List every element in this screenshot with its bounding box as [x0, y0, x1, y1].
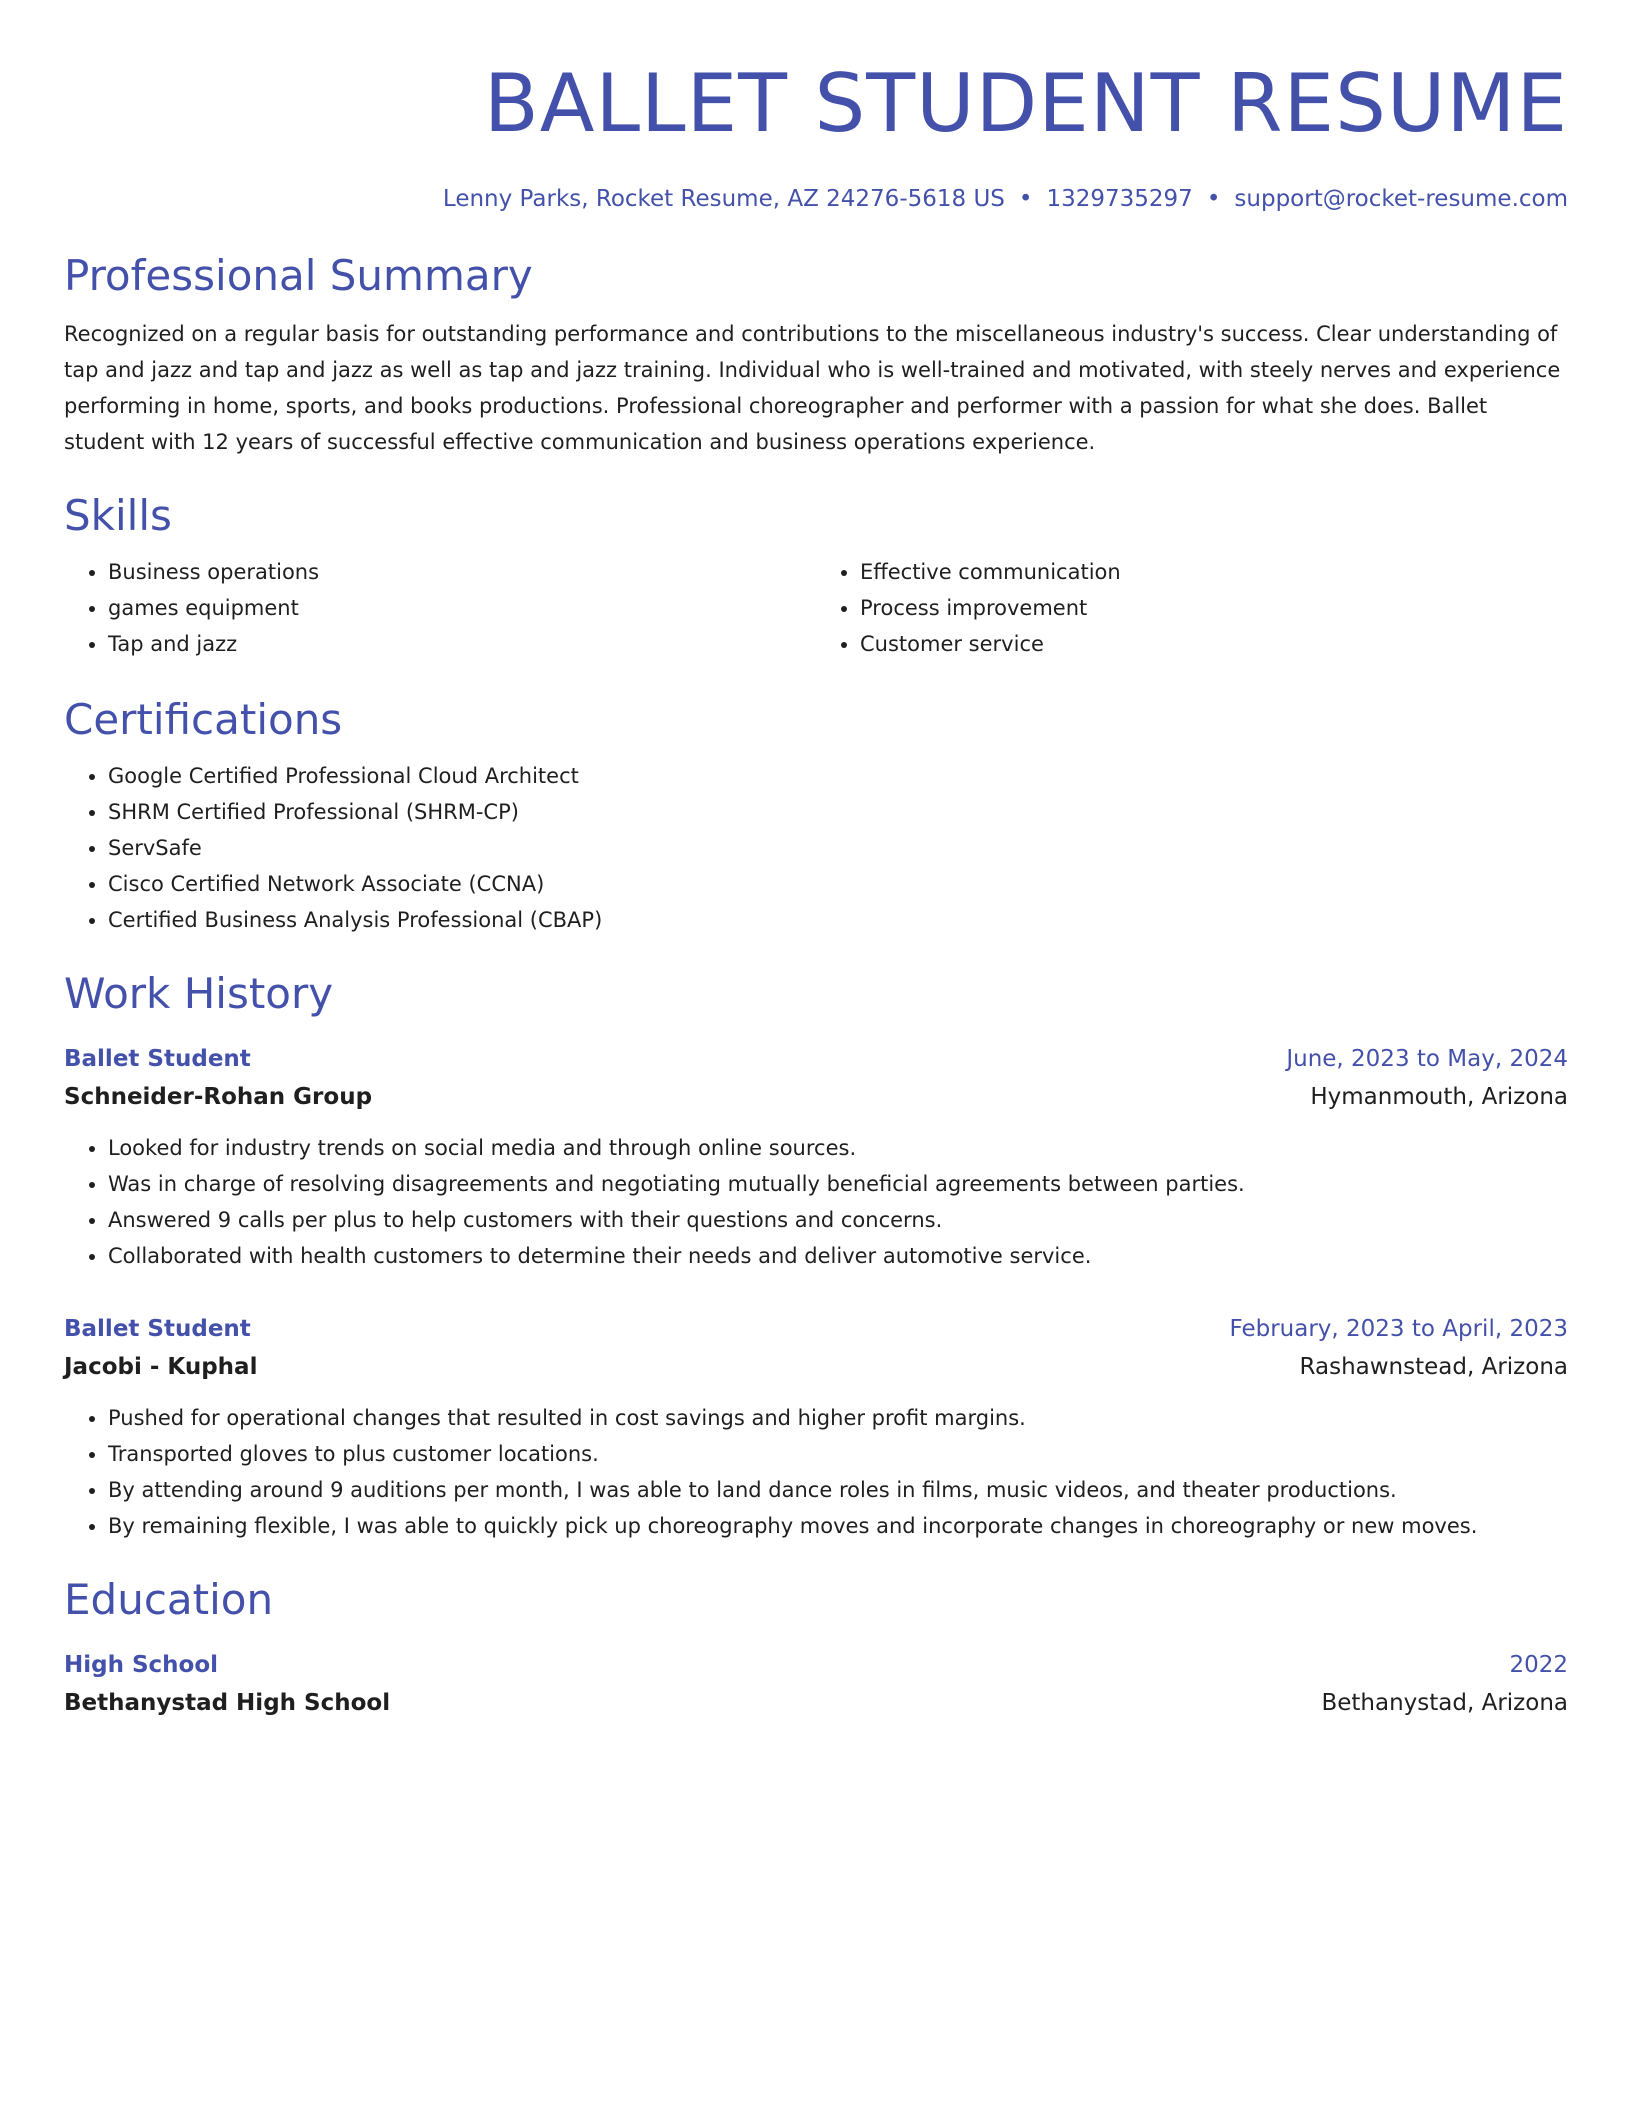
- resume-header: [64, 56, 1568, 214]
- job-bullet: • Pushed for operational changes that resulted in cost savings and higher profit margins.: [108, 1400, 1568, 1436]
- education-entry-subheader: [64, 1684, 1568, 1722]
- work-entry-header: [64, 1310, 1568, 1348]
- job-bullet: • Answered 9 calls per plus to help customers with their questions and concerns.: [108, 1202, 1568, 1238]
- skills-heading: Skills: [64, 491, 172, 540]
- job-bullet: • By attending around 9 auditions per month, I was able to land dance roles in films, music videos, and theater productions.: [108, 1472, 1568, 1508]
- job-company: Schneider-Rohan Group: [64, 1084, 373, 1110]
- education-heading: Education: [64, 1575, 274, 1624]
- education-entry-header: [64, 1646, 1568, 1684]
- job-role: Ballet Student: [64, 1046, 251, 1072]
- contact-address: Lenny Parks, Rocket Resume, AZ 24276-5618 US: [442, 186, 1005, 212]
- certifications-list: [64, 758, 1568, 938]
- skill-item: • Business operations: [108, 554, 816, 590]
- summary-heading: Professional Summary: [64, 251, 533, 300]
- job-bullet: • Looked for industry trends on social media and through online sources.: [108, 1130, 1568, 1166]
- certification-item: • Certified Business Analysis Professional (CBAP): [108, 902, 1568, 938]
- contact-separator: •: [1018, 186, 1033, 212]
- skills-columns: [64, 554, 1568, 662]
- job-bullet: • By remaining flexible, I was able to quickly pick up choreography moves and incorporate changes in choreography or new moves.: [108, 1508, 1568, 1544]
- job-bullet: • Collaborated with health customers to determine their needs and deliver automotive service.: [108, 1238, 1568, 1274]
- skill-item: • Process improvement: [860, 590, 1568, 626]
- work-entry-subheader: [64, 1348, 1568, 1386]
- job-bullets: [64, 1130, 1568, 1274]
- certification-item: • SHRM Certified Professional (SHRM-CP): [108, 794, 1568, 830]
- education-location: Bethanystad, Arizona: [1321, 1690, 1568, 1716]
- skill-item: • Effective communication: [860, 554, 1568, 590]
- job-bullet: • Was in charge of resolving disagreements and negotiating mutually beneficial agreements between parties.: [108, 1166, 1568, 1202]
- summary-text: Recognized on a regular basis for outstanding performance and contributions to the miscellaneous industry's success. Clear understanding of tap and jazz and tap and jazz as well as tap and jazz training. Individual who is well-trained and motivated, with steely nerves and experience performing in home, sports, and books productions. Professional choreographer and performer with a passion for what she does. Ballet student with 12 years of successful effective communication and business operations experience.: [64, 322, 1561, 454]
- skill-item: • Tap and jazz: [108, 626, 816, 662]
- resume-title: BALLET STUDENT RESUME: [483, 57, 1568, 150]
- education-school: Bethanystad High School: [64, 1690, 391, 1716]
- work-entry-subheader: [64, 1078, 1568, 1116]
- work-entry: [64, 1310, 1568, 1544]
- contact-separator: •: [1206, 186, 1221, 212]
- job-company: Jacobi - Kuphal: [64, 1354, 258, 1380]
- skill-item: • games equipment: [108, 590, 816, 626]
- job-location: Hymanmouth, Arizona: [1310, 1084, 1568, 1110]
- work-entry: [64, 1040, 1568, 1274]
- certifications-heading: Certifications: [64, 695, 343, 744]
- education-year: 2022: [1509, 1652, 1568, 1678]
- contact-line: [64, 184, 1568, 214]
- education-degree: High School: [64, 1652, 219, 1678]
- education-entry: [64, 1646, 1568, 1722]
- certification-item: • Google Certified Professional Cloud Architect: [108, 758, 1568, 794]
- job-dates: February, 2023 to April, 2023: [1229, 1316, 1568, 1342]
- contact-phone[interactable]: 1329735297: [1046, 186, 1193, 212]
- job-bullet: • Transported gloves to plus customer locations.: [108, 1436, 1568, 1472]
- skill-item: • Customer service: [860, 626, 1568, 662]
- job-bullets: [64, 1400, 1568, 1544]
- job-dates: June, 2023 to May, 2024: [1286, 1046, 1568, 1072]
- certification-item: • ServSafe: [108, 830, 1568, 866]
- work-entry-header: [64, 1040, 1568, 1078]
- skills-list-right: [816, 554, 1568, 662]
- work-history-heading: Work History: [64, 969, 334, 1018]
- contact-email[interactable]: support@rocket-resume.com: [1234, 186, 1568, 212]
- skills-list-left: [64, 554, 816, 662]
- job-location: Rashawnstead, Arizona: [1299, 1354, 1568, 1380]
- job-role: Ballet Student: [64, 1316, 251, 1342]
- certification-item: • Cisco Certified Network Associate (CCNA): [108, 866, 1568, 902]
